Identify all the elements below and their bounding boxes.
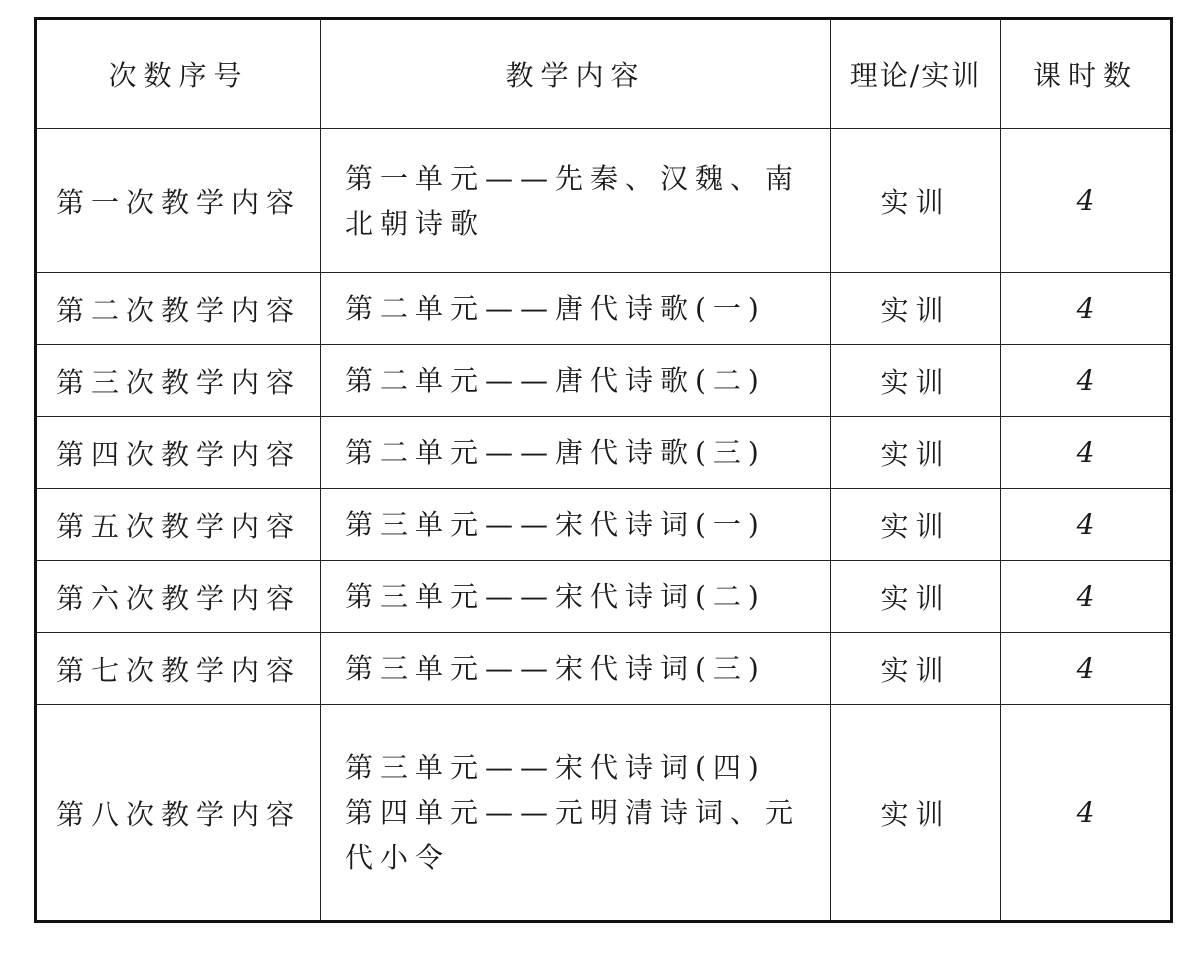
row-content bbox=[321, 561, 831, 633]
row-content bbox=[321, 129, 831, 273]
table-header-row bbox=[36, 19, 1172, 129]
row-content bbox=[321, 633, 831, 705]
row-hours: 4 bbox=[1001, 633, 1172, 705]
table-row bbox=[36, 417, 1172, 489]
row-hours: 4 bbox=[1001, 129, 1172, 273]
header-seq: 次数序号 bbox=[36, 19, 321, 129]
row-type: 实训 bbox=[831, 345, 1001, 417]
row-type: 实训 bbox=[831, 489, 1001, 561]
row-seq: 第四次教学内容 bbox=[36, 417, 321, 489]
table-row bbox=[36, 561, 1172, 633]
content-line: 第二单元——唐代诗歌(三) bbox=[345, 436, 766, 469]
content-line: 第一单元——先秦、汉魏、南 bbox=[345, 161, 801, 195]
content-line: 第二单元——唐代诗歌(二) bbox=[345, 364, 766, 397]
table-row bbox=[36, 273, 1172, 345]
row-type: 实训 bbox=[831, 561, 1001, 633]
row-hours: 4 bbox=[1001, 273, 1172, 345]
content-line: 北朝诗歌 bbox=[345, 206, 486, 240]
row-hours: 4 bbox=[1001, 345, 1172, 417]
row-content bbox=[321, 489, 831, 561]
row-seq: 第二次教学内容 bbox=[36, 273, 321, 345]
header-hours: 课时数 bbox=[1001, 19, 1172, 129]
table-row bbox=[36, 489, 1172, 561]
row-seq: 第八次教学内容 bbox=[36, 705, 321, 922]
content-line: 第三单元——宋代诗词(一) bbox=[345, 508, 766, 541]
row-seq: 第三次教学内容 bbox=[36, 345, 321, 417]
row-seq: 第五次教学内容 bbox=[36, 489, 321, 561]
content-line: 第三单元——宋代诗词(三) bbox=[345, 652, 766, 685]
table-row bbox=[36, 129, 1172, 273]
schedule-table-wrapper bbox=[34, 17, 1170, 923]
content-line: 第四单元——元明清诗词、元 bbox=[345, 796, 801, 829]
row-hours: 4 bbox=[1001, 489, 1172, 561]
row-content bbox=[321, 417, 831, 489]
table-row bbox=[36, 705, 1172, 922]
row-hours: 4 bbox=[1001, 705, 1172, 922]
row-seq: 第六次教学内容 bbox=[36, 561, 321, 633]
row-type: 实训 bbox=[831, 417, 1001, 489]
content-line: 代小令 bbox=[345, 841, 451, 874]
row-type: 实训 bbox=[831, 129, 1001, 273]
row-type: 实训 bbox=[831, 633, 1001, 705]
row-seq: 第一次教学内容 bbox=[36, 129, 321, 273]
row-type: 实训 bbox=[831, 273, 1001, 345]
content-line: 第二单元——唐代诗歌(一) bbox=[345, 292, 766, 325]
row-content bbox=[321, 345, 831, 417]
content-line: 第三单元——宋代诗词(四) bbox=[345, 751, 766, 784]
row-hours: 4 bbox=[1001, 561, 1172, 633]
row-seq: 第七次教学内容 bbox=[36, 633, 321, 705]
teaching-schedule-table bbox=[34, 17, 1173, 923]
table-row bbox=[36, 633, 1172, 705]
row-content bbox=[321, 705, 831, 922]
header-type: 理论/实训 bbox=[831, 19, 1001, 129]
row-hours: 4 bbox=[1001, 417, 1172, 489]
table-row bbox=[36, 345, 1172, 417]
content-line: 第三单元——宋代诗词(二) bbox=[345, 580, 766, 613]
row-content bbox=[321, 273, 831, 345]
row-type: 实训 bbox=[831, 705, 1001, 922]
header-content: 教学内容 bbox=[321, 19, 831, 129]
